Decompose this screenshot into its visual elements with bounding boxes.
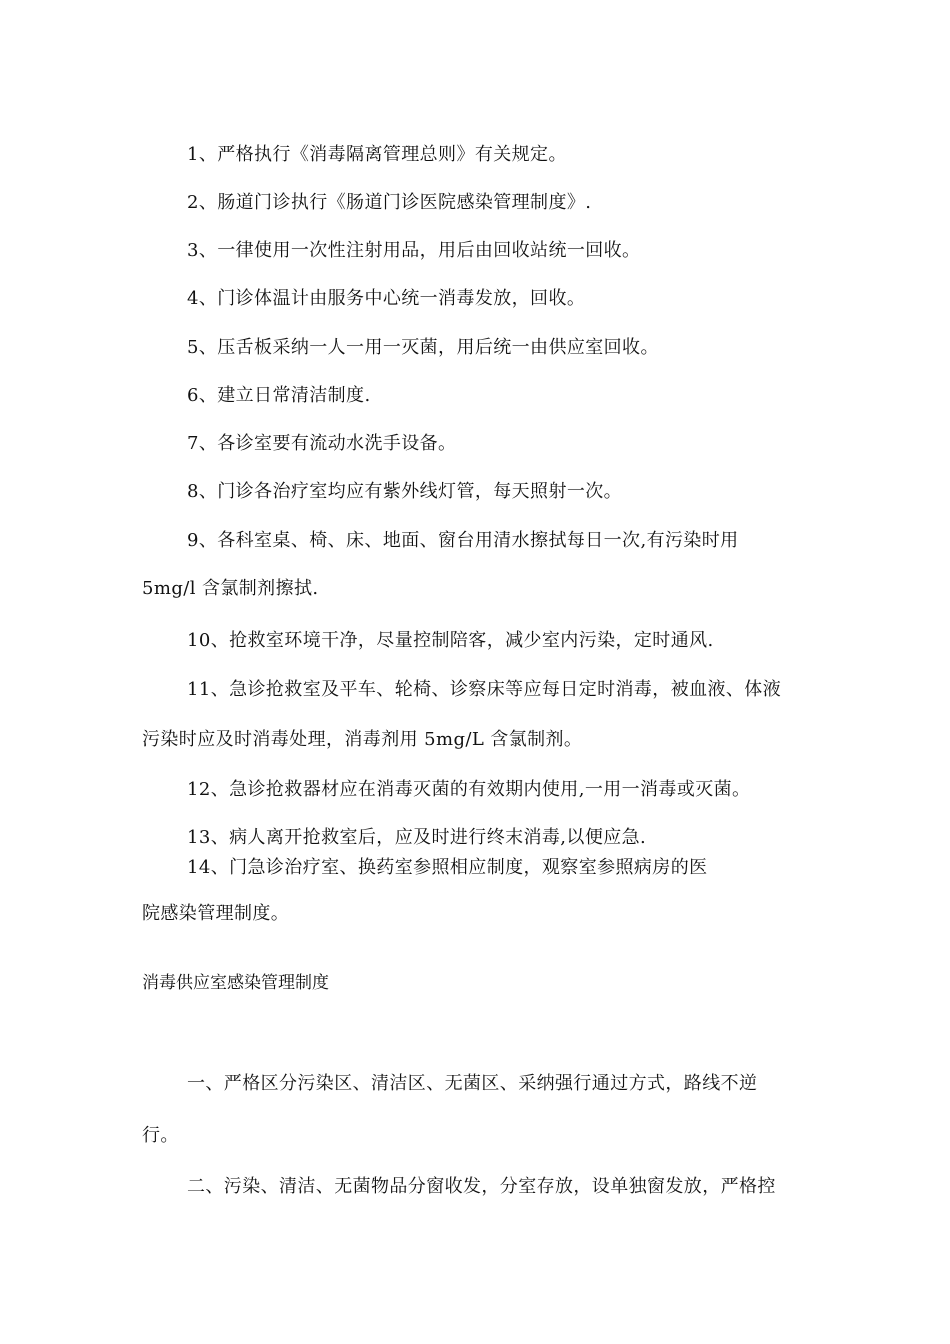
rule-7: 7、各诊室要有流动水洗手设备。 <box>187 433 457 454</box>
rule-9: 9、各科室桌、椅、床、地面、窗台用清水擦拭每日一次,有污染时用 <box>187 530 739 551</box>
rule-11: 11、急诊抢救室及平车、轮椅、诊察床等应每日定时消毒，被血液、体液 <box>187 679 782 700</box>
rule-14-continued: 院感染管理制度。 <box>142 903 290 924</box>
rule-2: 2、肠道门诊执行《肠道门诊医院感染管理制度》. <box>187 192 592 213</box>
rule-one: 一、严格区分污染区、清洁区、无菌区、采纳强行通过方式，路线不逆 <box>187 1073 758 1094</box>
rule-12: 12、急诊抢救器材应在消毒灭菌的有效期内使用,一用一消毒或灭菌。 <box>187 779 751 800</box>
rule-two: 二、污染、清洁、无菌物品分窗收发，分室存放，设单独窗发放，严格控 <box>187 1176 776 1197</box>
rule-5: 5、压舌板采纳一人一用一灭菌，用后统一由供应室回收。 <box>187 337 659 358</box>
rule-9-continued: 5mg/l 含氯制剂擦拭. <box>142 578 319 599</box>
rule-11-continued: 污染时应及时消毒处理，消毒剂用 5mg/L 含氯制剂。 <box>142 729 583 750</box>
rule-one-continued: 行。 <box>142 1125 179 1146</box>
rule-3: 3、一律使用一次性注射用品，用后由回收站统一回收。 <box>187 240 641 261</box>
rule-13: 13、病人离开抢救室后，应及时进行终末消毒,以便应急. <box>187 827 647 848</box>
rule-6: 6、建立日常清洁制度. <box>187 385 371 406</box>
rule-1: 1、严格执行《消毒隔离管理总则》有关规定。 <box>187 144 567 165</box>
rule-4: 4、门诊体温计由服务中心统一消毒发放，回收。 <box>187 288 586 309</box>
section-title: 消毒供应室感染管理制度 <box>142 973 329 993</box>
rule-10: 10、抢救室环境干净，尽量控制陪客，减少室内污染，定时通风. <box>187 630 714 651</box>
rule-8: 8、门诊各治疗室均应有紫外线灯管，每天照射一次。 <box>187 481 623 502</box>
rule-14: 14、门急诊治疗室、换药室参照相应制度，观察室参照病房的医 <box>187 857 708 878</box>
